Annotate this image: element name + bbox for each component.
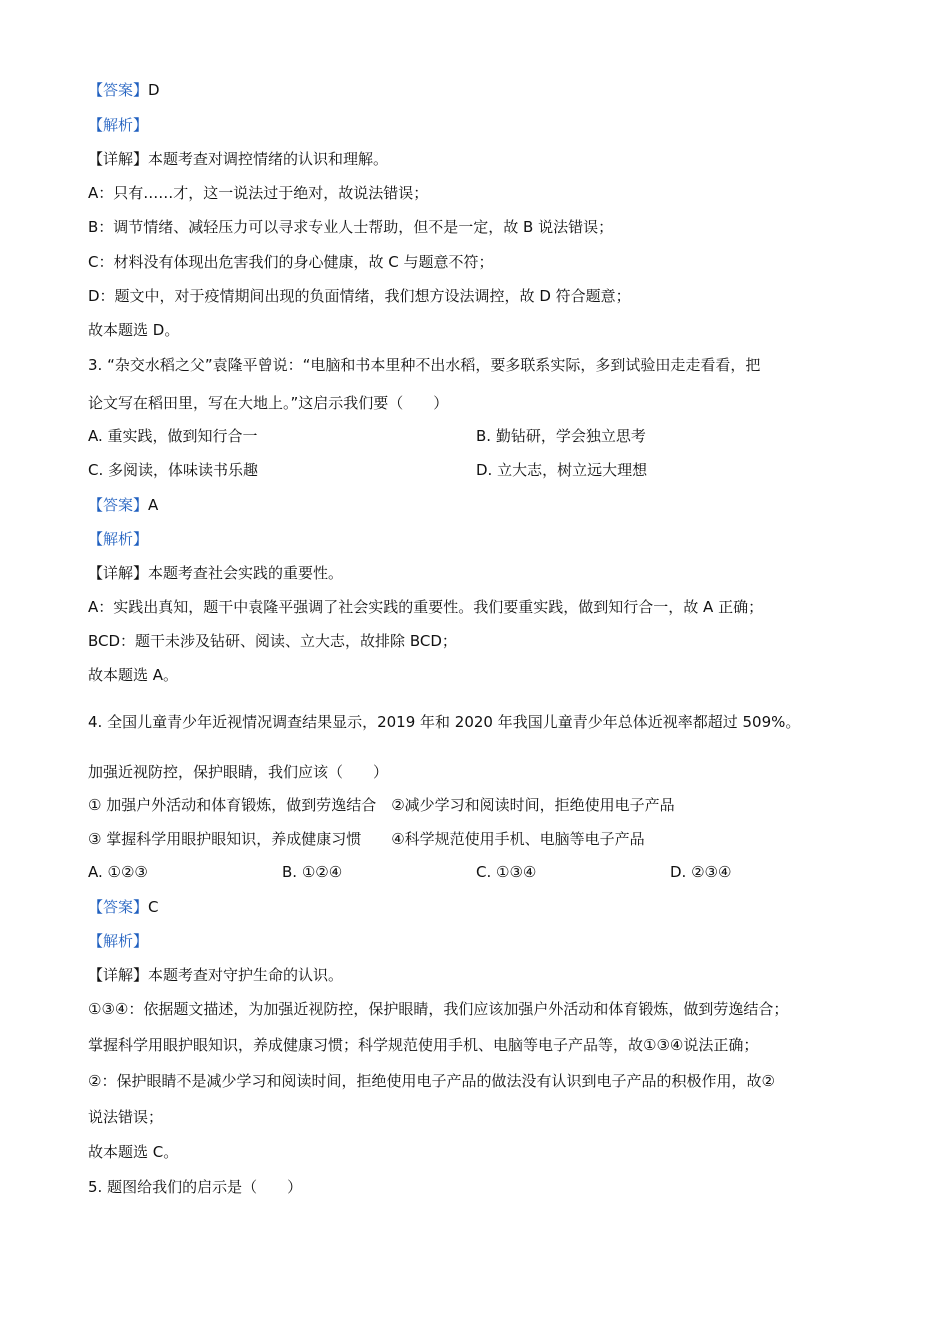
q4-answer-line	[88, 897, 159, 917]
q2-analysis-line: D：题文中，对于疫情期间出现的负面情绪，我们想方设法调控，故 D 符合题意；	[88, 287, 631, 305]
q2-conclusion: 故本题选 D。	[88, 321, 180, 339]
q5-stem: 5. 题图给我们的启示是（ ）	[88, 1178, 303, 1196]
analysis-tag: 【解析】	[88, 530, 149, 548]
q3-stem: 论文写在稻田里，写在大地上。”这启示我们要（ ）	[88, 394, 449, 412]
q4-option-a: A. ①②③	[88, 863, 148, 881]
answer-tag: 【答案】	[88, 898, 149, 916]
q4-detail: 【详解】本题考查对守护生命的认识。	[88, 966, 344, 984]
q4-option-c: C. ①③④	[476, 863, 537, 881]
q3-analysis-line: BCD：题干未涉及钻研、阅读、立大志，故排除 BCD；	[88, 632, 457, 650]
answer-tag: 【答案】	[88, 81, 149, 99]
q4-choices: ① 加强户外活动和体育锻炼，做到劳逸结合 ②减少学习和阅读时间，拒绝使用电子产品	[88, 796, 675, 814]
q2-detail: 【详解】本题考查对调控情绪的认识和理解。	[88, 150, 389, 168]
q3-option-c: C. 多阅读，体味读书乐趣	[88, 461, 259, 479]
q4-analysis-line: ②：保护眼睛不是减少学习和阅读时间，拒绝使用电子产品的做法没有认识到电子产品的积极作用，故②	[88, 1072, 775, 1090]
q4-conclusion: 故本题选 C。	[88, 1143, 179, 1161]
answer-value: A	[148, 496, 159, 514]
answer-value: D	[148, 81, 160, 99]
q4-analysis-line: 说法错误；	[88, 1108, 164, 1126]
q2-answer-line	[88, 80, 160, 100]
q3-option-b: B. 勤钻研，学会独立思考	[476, 427, 646, 445]
q3-analysis-line: A：实践出真知，题干中袁隆平强调了社会实践的重要性。我们要重实践，做到知行合一，故 A 正确；	[88, 598, 764, 616]
q4-stem: 4. 全国儿童青少年近视情况调查结果显示，2019 年和 2020 年我国儿童青少年总体近视率都超过 509%。	[88, 713, 801, 731]
analysis-tag: 【解析】	[88, 932, 149, 950]
q4-analysis-line: ①③④：依据题文描述，为加强近视防控，保护眼睛，我们应该加强户外活动和体育锻炼，做到劳逸结合；	[88, 1000, 789, 1018]
q3-stem: 3. “杂交水稻之父”袁隆平曾说：“电脑和书本里种不出水稻，要多联系实际，多到试验田走走看看，把	[88, 356, 761, 374]
q3-option-a: A. 重实践，做到知行合一	[88, 427, 258, 445]
q4-choices: ③ 掌握科学用眼护眼知识，养成健康习惯 ④科学规范使用手机、电脑等电子产品	[88, 830, 645, 848]
q2-analysis-line: A：只有……才，这一说法过于绝对，故说法错误；	[88, 184, 429, 202]
q3-conclusion: 故本题选 A。	[88, 666, 179, 684]
analysis-tag: 【解析】	[88, 116, 149, 134]
q3-option-d: D. 立大志，树立远大理想	[476, 461, 648, 479]
q4-analysis-line: 掌握科学用眼护眼知识，养成健康习惯；科学规范使用手机、电脑等电子产品等，故①③④说法正确；	[88, 1036, 759, 1054]
q4-option-b: B. ①②④	[282, 863, 343, 881]
q3-detail: 【详解】本题考查社会实践的重要性。	[88, 564, 344, 582]
q3-answer-line	[88, 495, 158, 515]
answer-tag: 【答案】	[88, 496, 149, 514]
q2-analysis-line: C：材料没有体现出危害我们的身心健康，故 C 与题意不符；	[88, 253, 494, 271]
q4-option-d: D. ②③④	[670, 863, 732, 881]
q2-analysis-line: B：调节情绪、减轻压力可以寻求专业人士帮助，但不是一定，故 B 说法错误；	[88, 218, 614, 236]
q4-stem: 加强近视防控，保护眼睛，我们应该（ ）	[88, 763, 389, 781]
answer-value: C	[148, 898, 159, 916]
